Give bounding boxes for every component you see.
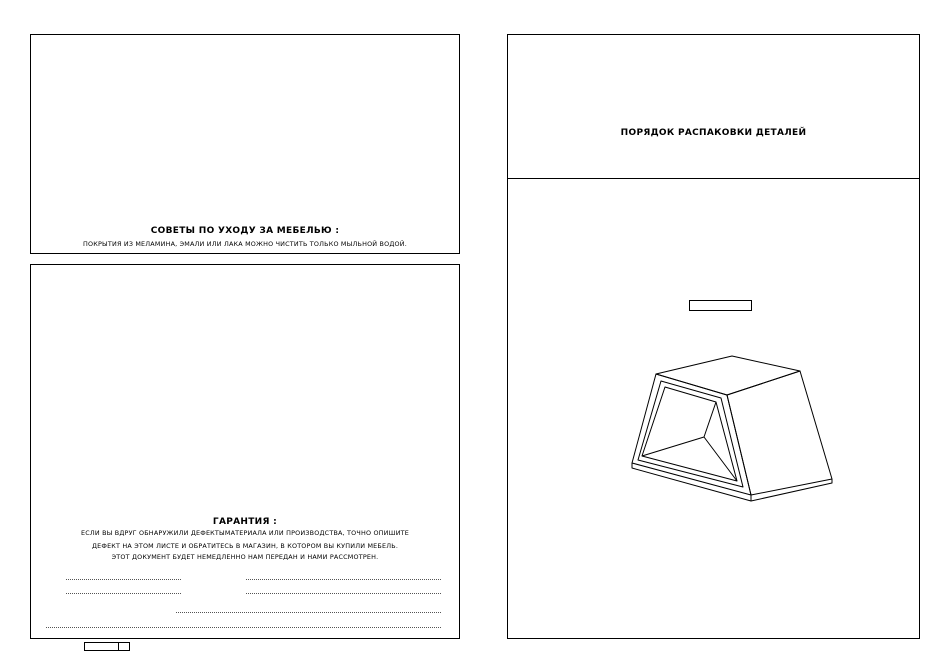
page-label-divider — [118, 643, 119, 650]
shelf-right-panel — [727, 371, 832, 495]
care-tips-panel — [30, 34, 460, 254]
signature-line[interactable] — [46, 627, 441, 628]
warranty-title: ГАРАНТИЯ : — [212, 517, 278, 527]
warranty-line-3: ЭТОТ ДОКУМЕНТ БУДЕТ НЕМЕДЛЕННО НАМ ПЕРЕДАН И НАМИ РАССМОТРЕН. — [111, 553, 379, 561]
shelf-unit-drawing — [508, 35, 921, 640]
signature-line[interactable] — [246, 593, 441, 594]
signature-line[interactable] — [246, 579, 441, 580]
care-tips-title: СОВЕТЫ ПО УХОДУ ЗА МЕБЕЛЬЮ : — [150, 226, 340, 236]
shelf-front-frame — [632, 374, 751, 495]
unpacking-title: ПОРЯДОК РАСПАКОВКИ ДЕТАЛЕЙ — [620, 128, 807, 138]
warranty-line-1: ЕСЛИ ВЫ ВДРУГ ОБНАРУЖИЛИ ДЕФЕКТЫМАТЕРИАЛА ИЛИ ПРОИЗВОДСТВА, ТОЧНО ОПИШИТЕ — [80, 529, 410, 537]
page-label-box — [84, 642, 130, 651]
care-tips-text: ПОКРЫТИЯ ИЗ МЕЛАМИНА, ЭМАЛИ ИЛИ ЛАКА МОЖНО ЧИСТИТЬ ТОЛЬКО МЫЛЬНОЙ ВОДОЙ. — [83, 240, 407, 248]
signature-line[interactable] — [66, 579, 181, 580]
shelf-top-panel — [656, 356, 800, 395]
signature-line[interactable] — [66, 593, 181, 594]
unpacking-panel — [507, 34, 920, 639]
warranty-panel — [30, 264, 460, 639]
signature-line[interactable] — [176, 612, 441, 613]
warranty-line-2: ДЕФЕКТ НА ЭТОМ ЛИСТЕ И ОБРАТИТЕСЬ В МАГАЗИН, В КОТОРОМ ВЫ КУПИЛИ МЕБЕЛЬ. — [91, 542, 399, 550]
